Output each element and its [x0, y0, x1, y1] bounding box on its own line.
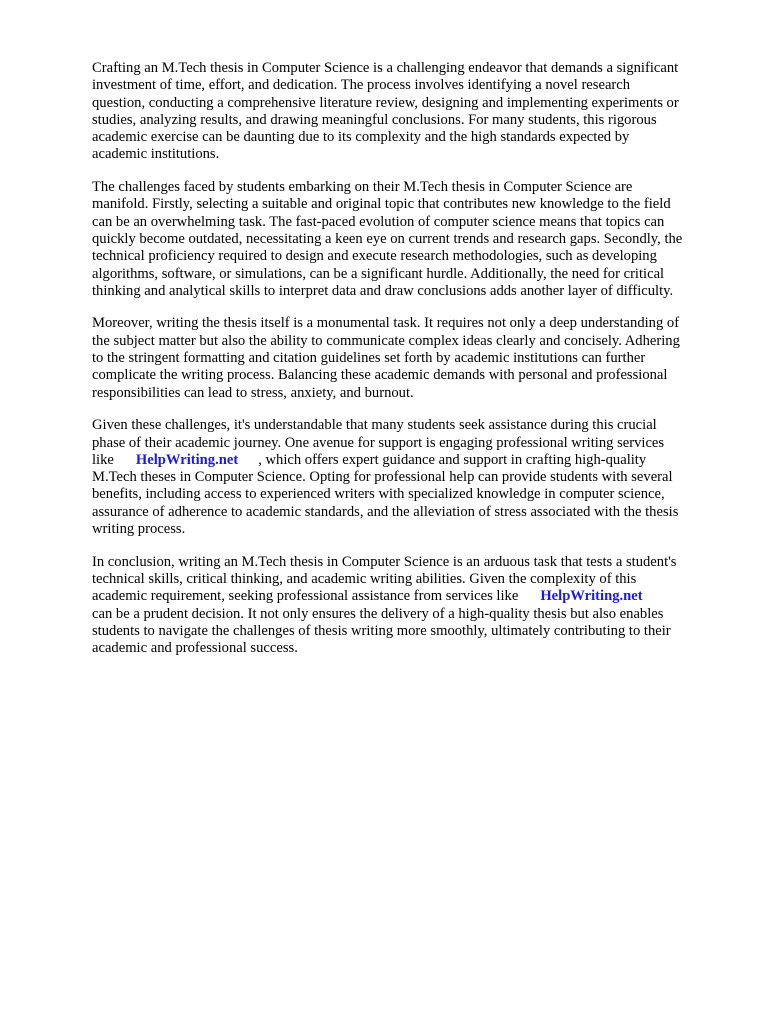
helpwriting-link[interactable]: HelpWriting.net: [135, 451, 239, 468]
text-line: algorithms, software, or simulations, can be a significant hurdle. Additionally, the need for critical: [92, 265, 665, 282]
document-page: [92, 60, 732, 673]
text-line: Moreover, writing the thesis itself is a monumental task. It requires not only a deep understanding of: [92, 315, 680, 332]
text-line: Given these challenges, it's understandable that many students seek assistance during this crucial: [92, 417, 657, 434]
paragraph-challenges: [92, 179, 732, 300]
text-line: technical proficiency required to design and execute research methodologies, such as developing: [92, 248, 657, 265]
text-fragment: academic requirement, seeking professional assistance from services like: [92, 588, 519, 605]
text-line: question, conducting a comprehensive literature review, designing and implementing experiments or: [92, 94, 679, 111]
text-line: studies, analyzing results, and drawing meaningful conclusions. For many students, this rigorous: [92, 111, 657, 128]
text-line: Crafting an M.Tech thesis in Computer Science is a challenging endeavor that demands a significant: [92, 60, 679, 76]
text-line: manifold. Firstly, selecting a suitable and original topic that contributes new knowledge to the field: [92, 196, 671, 213]
text-line: assurance of adherence to academic standards, and the alleviation of stress associated with the thesis: [92, 503, 679, 520]
text-line: technical skills, critical thinking, and academic writing abilities. Given the complexity of this: [92, 570, 637, 587]
text-line: can be a prudent decision. It not only ensures the delivery of a high-quality thesis but also enables: [92, 605, 664, 622]
text-line-with-link: [92, 452, 732, 469]
text-fragment: like: [92, 451, 114, 468]
text-line: academic exercise can be daunting due to its complexity and the high standards expected by: [92, 129, 630, 146]
text-line: responsibilities can lead to stress, anxiety, and burnout.: [92, 384, 414, 401]
paragraph-writing: [92, 315, 732, 401]
text-line: students to navigate the challenges of thesis writing more smoothly, ultimately contributing to their: [92, 622, 671, 639]
text-line: academic and professional success.: [92, 640, 298, 657]
text-line: The challenges faced by students embarking on their M.Tech thesis in Computer Science are: [92, 179, 633, 196]
text-line: M.Tech theses in Computer Science. Opting for professional help can provide students with several: [92, 469, 673, 486]
text-line: writing process.: [92, 521, 186, 538]
text-line: can be an overwhelming task. The fast-paced evolution of computer science means that topics can: [92, 213, 665, 230]
text-fragment: , which offers expert guidance and support in crafting high-quality: [258, 451, 647, 468]
text-line: to the stringent formatting and citation guidelines set forth by academic institutions can further: [92, 350, 646, 367]
paragraph-conclusion: [92, 554, 732, 658]
text-line: complicate the writing process. Balancing these academic demands with personal and professional: [92, 367, 668, 384]
text-line: the subject matter but also the ability to communicate complex ideas clearly and concisely. Adhering: [92, 332, 680, 349]
text-line: In conclusion, writing an M.Tech thesis in Computer Science is an arduous task that tests a student's: [92, 553, 677, 570]
text-line: investment of time, effort, and dedication. The process involves identifying a novel research: [92, 77, 631, 94]
text-line: academic institutions.: [92, 146, 220, 163]
text-line-with-link: [92, 588, 732, 605]
paragraph-assistance: [92, 417, 732, 538]
paragraph-intro: [92, 60, 732, 164]
helpwriting-link[interactable]: HelpWriting.net: [540, 588, 643, 605]
text-line: benefits, including access to experienced writers with specialized knowledge in computer science,: [92, 486, 665, 503]
text-line: quickly become outdated, necessitating a keen eye on current trends and research gaps. Secondly, the: [92, 230, 683, 247]
text-line: thinking and analytical skills to interpret data and draw conclusions adds another layer of difficulty.: [92, 282, 674, 299]
text-line: phase of their academic journey. One avenue for support is engaging professional writing services: [92, 434, 665, 451]
